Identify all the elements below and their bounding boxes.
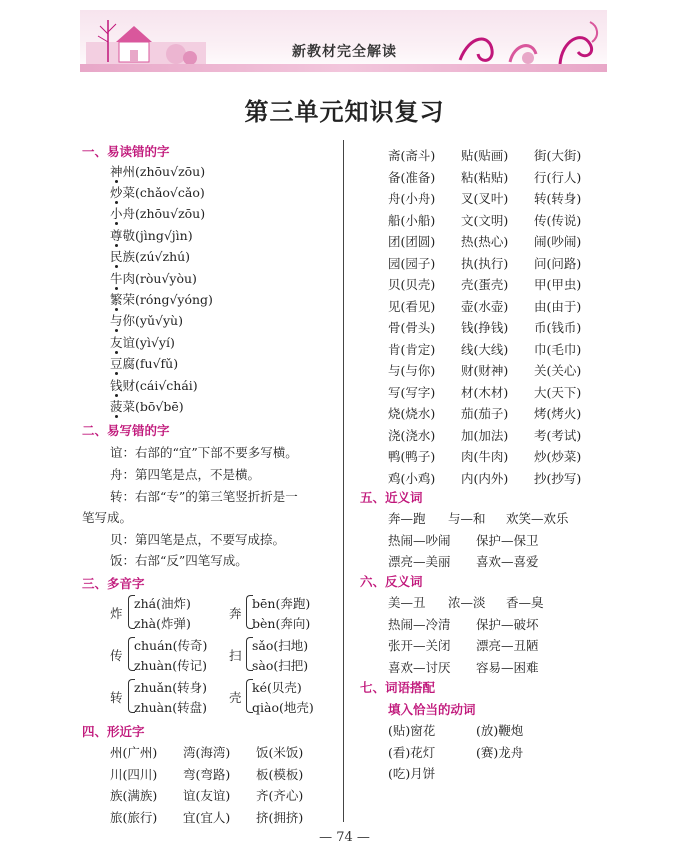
word-item: 壳(蛋壳) <box>461 277 509 292</box>
word-item: 烧(烧水) <box>388 406 436 421</box>
word-item: 执(执行) <box>461 255 509 271</box>
misread-char: 小 <box>110 206 123 221</box>
polyphone-char: 奔 <box>229 606 242 621</box>
page-number: — 74 — <box>319 830 370 845</box>
polyphone-reading: ké(贝壳) <box>252 680 302 695</box>
writing-note: 贝：第四笔是点，不要写成捺。 <box>110 532 286 547</box>
word-item: 关(关心) <box>534 363 582 378</box>
list-item <box>110 226 193 244</box>
word-item: 挤(拥挤) <box>256 809 304 825</box>
polyphone-char: 壳 <box>229 690 242 705</box>
section-heading-5: 五、近义词 <box>360 490 423 505</box>
section-heading-7: 七、词语搭配 <box>360 680 436 695</box>
list-item <box>110 397 184 415</box>
word-item: 园(园子) <box>388 255 436 271</box>
word-item: 宜(宜人) <box>183 809 231 825</box>
misread-char: 菠 <box>110 399 123 414</box>
word-item: 保护—破坏 <box>476 616 539 632</box>
word-item: (看)花灯 <box>388 744 436 760</box>
misread-pinyin: 敬(jìng√jìn) <box>122 228 193 243</box>
list-item <box>110 183 205 201</box>
section-heading-3: 三、多音字 <box>82 576 145 591</box>
word-item: 巾(毛巾) <box>534 341 582 357</box>
word-item: 抄(抄写) <box>534 470 582 486</box>
word-item: 备(准备) <box>388 169 436 185</box>
word-item: 容易—困难 <box>476 659 539 675</box>
word-item: 材(木材) <box>461 384 509 400</box>
polyphone-reading: zhuǎn(转身) <box>134 680 207 695</box>
word-item: 肉(牛肉) <box>461 449 509 464</box>
list-item <box>110 311 183 329</box>
misread-char: 牛 <box>110 271 123 286</box>
word-item: 文(文明) <box>461 212 509 228</box>
misread-char: 与 <box>110 313 123 328</box>
polyphone-char: 炸 <box>110 606 123 621</box>
word-item: 鸡(小鸡) <box>388 470 436 486</box>
word-item: 喜欢—喜爱 <box>476 554 539 569</box>
word-item: (吃)月饼 <box>388 766 436 781</box>
word-item: 漂亮—丑陋 <box>476 638 539 653</box>
polyphone-reading: bēn(奔跑) <box>252 596 311 611</box>
word-item: 族(满族) <box>110 788 158 803</box>
word-item: 饭(米饭) <box>256 745 304 760</box>
misread-char: 豆 <box>110 356 123 371</box>
word-item: (赛)龙舟 <box>476 744 524 760</box>
word-item: 闹(吵闹) <box>534 234 582 249</box>
word-item: 贝(贝壳) <box>388 277 436 292</box>
writing-note: 谊：右部的“宜”下部不要多写横。 <box>110 445 298 460</box>
word-item: 热闹—吵闹 <box>388 532 451 548</box>
word-item: 问(问路) <box>534 255 582 271</box>
misread-char: 尊 <box>110 228 123 243</box>
word-item: 钱(挣钱) <box>461 320 509 335</box>
word-item: 见(看见) <box>388 298 436 314</box>
word-item: 肯(肯定) <box>388 341 436 357</box>
list-item <box>110 247 190 265</box>
word-item: 川(四川) <box>110 766 158 782</box>
word-item: 州(广州) <box>110 745 158 760</box>
polyphone-reading: sǎo(扫地) <box>252 638 309 653</box>
misread-char: 民 <box>110 249 123 264</box>
word-item: 浓—淡 <box>448 595 486 610</box>
word-item: 湾(海湾) <box>183 745 231 760</box>
word-item: 舟(小舟) <box>388 191 436 206</box>
word-item: (放)鞭炮 <box>476 723 524 738</box>
polyphone-reading: zhuàn(转盘) <box>134 700 207 715</box>
misread-pinyin: 腐(fu√fǔ) <box>122 356 179 371</box>
word-item: 街(大街) <box>534 148 582 163</box>
word-item: 甲(甲虫) <box>534 277 582 292</box>
word-item: 烤(烤火) <box>534 406 582 421</box>
word-item: 鸭(鸭子) <box>388 449 436 464</box>
polyphone-reading: zhuàn(传记) <box>134 658 207 673</box>
word-item: 热闹—冷清 <box>388 616 451 632</box>
list-item <box>110 162 205 180</box>
misread-char: 繁 <box>110 292 123 307</box>
column-divider <box>343 140 344 822</box>
polyphone-reading: bèn(奔向) <box>252 616 311 631</box>
misread-pinyin: 舟(zhōu√zōu) <box>122 206 206 221</box>
polyphone-char: 转 <box>110 690 123 705</box>
word-item: 叉(叉叶) <box>461 191 509 206</box>
writing-note: 笔写成。 <box>82 510 133 525</box>
word-item: 奔—跑 <box>388 511 426 526</box>
writing-note: 饭：右部“反”四笔写成。 <box>110 553 248 568</box>
misread-char: 友 <box>110 335 123 350</box>
word-item: 线(大线) <box>461 341 509 357</box>
section-heading-2: 二、易写错的字 <box>82 423 170 438</box>
word-item: 团(团圆) <box>388 234 436 249</box>
section-heading-6: 六、反义词 <box>360 574 423 589</box>
section-heading-1: 一、易读错的字 <box>82 144 170 159</box>
misread-pinyin: 财(cái√chái) <box>122 378 198 393</box>
list-item <box>110 269 197 287</box>
list-item <box>110 333 175 351</box>
writing-note: 舟：第四笔是点，不是横。 <box>110 467 261 482</box>
misread-pinyin: 肉(ròu√yòu) <box>122 271 197 286</box>
word-item: 茄(茄子) <box>461 406 509 421</box>
misread-char: 钱 <box>110 378 123 393</box>
word-item: 喜欢—讨厌 <box>388 659 451 675</box>
list-item <box>110 376 198 394</box>
misread-char: 炒 <box>110 185 123 200</box>
word-item: 香—臭 <box>506 595 544 610</box>
polyphone-reading: zhà(炸弹) <box>134 616 191 631</box>
word-item: 传(传说) <box>534 212 582 228</box>
word-item: 考(考试) <box>534 427 582 443</box>
word-item: 行(行人) <box>534 169 582 185</box>
polyphone-char: 传 <box>110 648 123 663</box>
word-item: 贴(贴画) <box>461 148 509 163</box>
list-item <box>110 354 178 372</box>
section-heading-4: 四、形近字 <box>82 724 145 739</box>
word-item: 保护—保卫 <box>476 532 539 548</box>
book-title: 新教材完全解读 <box>292 44 397 60</box>
word-item: 美—丑 <box>388 595 426 610</box>
word-item: 板(模板) <box>256 766 304 782</box>
word-item: 财(财神) <box>461 363 509 378</box>
word-item: (贴)窗花 <box>388 723 436 738</box>
word-item: 谊(友谊) <box>183 788 231 803</box>
word-item: 船(小船) <box>388 212 436 228</box>
list-item <box>110 204 205 222</box>
word-item: 内(内外) <box>461 470 509 486</box>
polyphone-char: 扫 <box>229 648 242 663</box>
word-item: 加(加法) <box>461 427 509 443</box>
banner-bar <box>80 64 607 72</box>
word-item: 骨(骨头) <box>388 320 436 335</box>
word-item: 大(天下) <box>534 384 582 400</box>
misread-pinyin: 菜(chǎo√cǎo) <box>122 185 205 200</box>
word-item: 弯(弯路) <box>183 766 231 782</box>
word-item: 斋(斋斗) <box>388 148 436 163</box>
word-item: 与(与你) <box>388 363 436 378</box>
word-item: 浇(浇水) <box>388 427 436 443</box>
word-item: 张开—关闭 <box>388 638 451 653</box>
writing-note: 转：右部“专”的第三笔竖折折是一 <box>110 489 298 504</box>
word-item: 欢笑—欢乐 <box>506 511 569 526</box>
polyphone-reading: chuán(传奇) <box>134 638 208 653</box>
page-title: 第三单元知识复习 <box>244 97 445 126</box>
word-item: 炒(炒菜) <box>534 449 582 464</box>
list-item <box>110 290 213 308</box>
word-item: 与—和 <box>448 511 486 526</box>
polyphone-reading: sào(扫把) <box>252 658 309 673</box>
misread-pinyin: 族(zú√zhú) <box>122 249 191 264</box>
word-item: 漂亮—美丽 <box>388 554 451 569</box>
word-item: 由(由于) <box>534 298 582 314</box>
misread-pinyin: 州(zhōu√zōu) <box>122 164 206 179</box>
word-item: 旅(旅行) <box>110 809 158 825</box>
polyphone-reading: qiào(地壳) <box>252 700 314 715</box>
misread-char: 神 <box>110 164 123 179</box>
misread-pinyin: 谊(yì√yí) <box>122 335 175 350</box>
word-item: 齐(齐心) <box>256 788 304 803</box>
word-item: 热(热心) <box>461 234 509 249</box>
word-item: 转(转身) <box>534 191 582 206</box>
word-item: 壶(水壶) <box>461 298 509 314</box>
section-subtitle: 填入恰当的动词 <box>388 702 476 717</box>
word-item: 粘(粘贴) <box>461 169 509 185</box>
misread-pinyin: 菜(bō√bē) <box>122 399 184 414</box>
misread-pinyin: 荣(róng√yóng) <box>122 292 213 307</box>
word-item: 币(钱币) <box>534 320 582 335</box>
polyphone-reading: zhá(油炸) <box>134 596 191 611</box>
misread-pinyin: 你(yǔ√yù) <box>122 313 183 328</box>
word-item: 写(写字) <box>388 384 436 400</box>
